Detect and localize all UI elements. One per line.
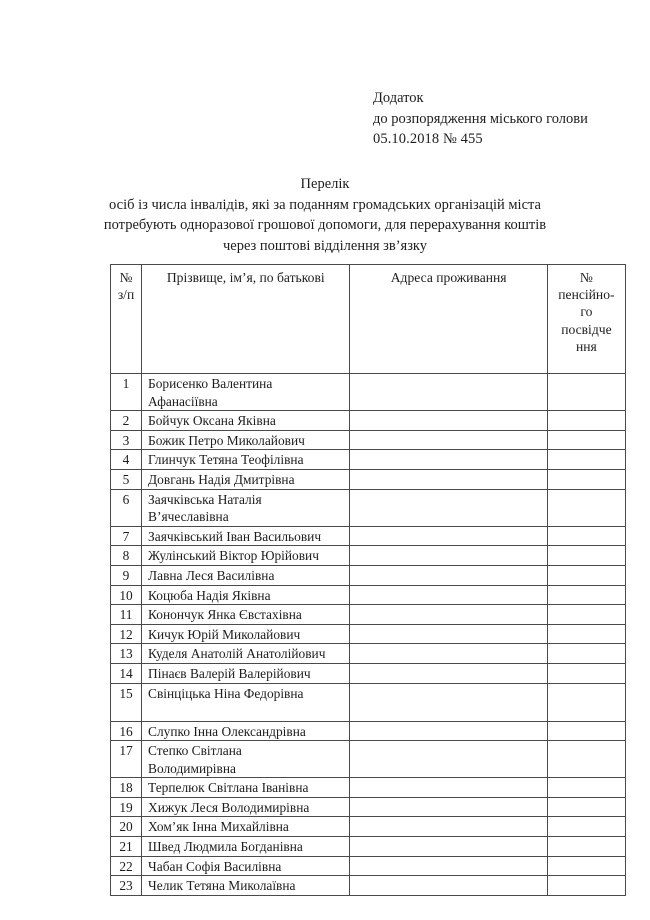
table-body: [111, 374, 626, 896]
cell-fullname-line1: Чабан Софія Василівна: [148, 858, 282, 874]
column-header-pension-certificate: [547, 265, 625, 374]
table-row: [111, 546, 626, 566]
cell-pension-certificate: [547, 430, 625, 450]
cell-row-number: 3: [111, 430, 142, 450]
cell-row-number: 8: [111, 546, 142, 566]
cell-address: [350, 876, 547, 896]
title-subline-2: потребують одноразової грошової допомоги, для перерахування коштів: [103, 217, 547, 233]
table-row: [111, 585, 626, 605]
cell-fullname: [142, 683, 350, 721]
cell-fullname: [142, 624, 350, 644]
cell-fullname: [142, 605, 350, 625]
table-row: [111, 837, 626, 857]
cell-fullname-line1: Жулінський Віктор Юрійович: [148, 548, 319, 564]
cell-fullname-line1: Пінаєв Валерій Валерійович: [148, 665, 311, 681]
cell-fullname-line1: Бойчук Оксана Яківна: [148, 413, 276, 429]
cell-address: [350, 585, 547, 605]
cell-fullname: [142, 778, 350, 798]
order-date-number-line: 05.10.2018 № 455: [373, 131, 483, 147]
cell-fullname: [142, 374, 350, 411]
cell-address: [350, 683, 547, 721]
column-header-pension-line1: №: [579, 270, 593, 285]
column-header-pension-line4: посвідче: [561, 321, 612, 337]
cell-pension-certificate: [547, 585, 625, 605]
cell-address: [350, 605, 547, 625]
column-header-number-line1: №: [119, 270, 133, 285]
cell-pension-certificate: [547, 411, 625, 431]
document-title-block: [40, 174, 610, 256]
table-row: [111, 817, 626, 837]
table-row: [111, 741, 626, 778]
cell-row-number: 5: [111, 469, 142, 489]
column-header-pension-line3: го: [580, 304, 593, 320]
table-row: [111, 778, 626, 798]
cell-fullname-line1: Довгань Надія Дмитрівна: [148, 471, 295, 487]
cell-fullname-line1: Степко Світлана: [148, 743, 242, 759]
cell-address: [350, 546, 547, 566]
cell-fullname-line1: Слупко Інна Олександрівна: [148, 723, 306, 739]
cell-fullname: [142, 876, 350, 896]
cell-pension-certificate: [547, 565, 625, 585]
table-row: [111, 374, 626, 411]
cell-address: [350, 778, 547, 798]
cell-pension-certificate: [547, 721, 625, 741]
column-header-pension-line5: ння: [576, 338, 597, 354]
registry-table-wrapper: [110, 264, 626, 896]
cell-fullname-line1: Хом’як Інна Михайлівна: [148, 819, 289, 835]
cell-address: [350, 430, 547, 450]
table-row: [111, 605, 626, 625]
cell-pension-certificate: [547, 526, 625, 546]
cell-fullname-line1: Челик Тетяна Миколаївна: [148, 878, 296, 894]
cell-address: [350, 856, 547, 876]
table-row: [111, 644, 626, 664]
cell-row-number: 21: [111, 837, 142, 857]
table-row: [111, 489, 626, 526]
cell-fullname: [142, 411, 350, 431]
cell-row-number: 19: [111, 797, 142, 817]
column-header-address: [350, 265, 547, 374]
cell-fullname-line1: Кичук Юрій Миколайович: [148, 626, 301, 642]
cell-fullname-line1: Глинчук Тетяна Теофілівна: [148, 452, 304, 468]
cell-row-number: 6: [111, 489, 142, 526]
table-row: [111, 663, 626, 683]
cell-row-number: 16: [111, 721, 142, 741]
cell-fullname-line2: Афанасіївна: [148, 393, 218, 409]
cell-fullname-line1: Борисенко Валентина: [148, 376, 273, 391]
cell-fullname-line1: Заячківська Наталія: [148, 491, 262, 507]
cell-row-number: 1: [111, 374, 142, 411]
cell-fullname: [142, 489, 350, 526]
table-row: [111, 469, 626, 489]
cell-fullname: [142, 837, 350, 857]
cell-fullname-line1: Хижук Леся Володимирівна: [148, 799, 310, 815]
table-row: [111, 721, 626, 741]
cell-row-number: 20: [111, 817, 142, 837]
column-header-fullname: [142, 265, 350, 374]
table-header-row: [111, 265, 626, 374]
cell-fullname-line1: Куделя Анатолій Анатолійович: [148, 646, 326, 662]
cell-row-number: 7: [111, 526, 142, 546]
column-header-pension-line2: пенсійно-: [558, 287, 615, 303]
appendix-label: Додаток: [373, 90, 424, 106]
column-header-number: [111, 265, 142, 374]
cell-pension-certificate: [547, 741, 625, 778]
cell-pension-certificate: [547, 644, 625, 664]
registry-table: [110, 264, 626, 896]
cell-pension-certificate: [547, 489, 625, 526]
cell-pension-certificate: [547, 817, 625, 837]
cell-fullname: [142, 546, 350, 566]
cell-fullname: [142, 430, 350, 450]
cell-row-number: 2: [111, 411, 142, 431]
cell-address: [350, 489, 547, 526]
table-header: [111, 265, 626, 374]
title-subline-3: через поштові відділення зв’язку: [222, 237, 428, 254]
table-row: [111, 430, 626, 450]
cell-pension-certificate: [547, 778, 625, 798]
cell-row-number: 11: [111, 605, 142, 625]
cell-fullname-line1: Свінціцька Ніна Федорівна: [148, 685, 304, 701]
table-row: [111, 411, 626, 431]
cell-pension-certificate: [547, 683, 625, 721]
cell-pension-certificate: [547, 374, 625, 411]
cell-fullname: [142, 450, 350, 470]
table-row: [111, 450, 626, 470]
cell-fullname: [142, 469, 350, 489]
cell-fullname-line1: Лавна Леся Василівна: [148, 567, 275, 583]
cell-fullname: [142, 663, 350, 683]
cell-address: [350, 741, 547, 778]
cell-row-number: 22: [111, 856, 142, 876]
cell-pension-certificate: [547, 450, 625, 470]
cell-pension-certificate: [547, 605, 625, 625]
cell-fullname: [142, 585, 350, 605]
cell-address: [350, 374, 547, 411]
cell-row-number: 18: [111, 778, 142, 798]
cell-fullname: [142, 644, 350, 664]
table-row: [111, 856, 626, 876]
cell-pension-certificate: [547, 624, 625, 644]
cell-fullname-line2: Володимирівна: [148, 760, 236, 776]
cell-address: [350, 624, 547, 644]
cell-row-number: 14: [111, 663, 142, 683]
table-row: [111, 565, 626, 585]
cell-fullname-line1: Конончук Янка Євстахівна: [148, 607, 302, 623]
cell-address: [350, 663, 547, 683]
cell-fullname: [142, 817, 350, 837]
cell-address: [350, 837, 547, 857]
cell-fullname-line1: Божик Петро Миколайович: [148, 432, 305, 448]
cell-fullname: [142, 797, 350, 817]
cell-pension-certificate: [547, 856, 625, 876]
cell-address: [350, 644, 547, 664]
cell-row-number: 15: [111, 683, 142, 721]
document-header-block: [373, 88, 643, 150]
cell-pension-certificate: [547, 797, 625, 817]
cell-pension-certificate: [547, 837, 625, 857]
cell-pension-certificate: [547, 876, 625, 896]
column-header-fullname-label: Прізвище, ім’я, по батькові: [166, 270, 325, 285]
cell-address: [350, 526, 547, 546]
cell-row-number: 10: [111, 585, 142, 605]
cell-address: [350, 721, 547, 741]
cell-address: [350, 565, 547, 585]
cell-row-number: 13: [111, 644, 142, 664]
cell-address: [350, 450, 547, 470]
cell-fullname-line1: Терпелюк Світлана Іванівна: [148, 780, 309, 796]
cell-fullname: [142, 565, 350, 585]
cell-fullname-line1: Швед Людмила Богданівна: [148, 839, 303, 855]
cell-pension-certificate: [547, 663, 625, 683]
cell-row-number: 23: [111, 876, 142, 896]
cell-address: [350, 817, 547, 837]
cell-address: [350, 469, 547, 489]
order-reference-line: до розпорядження міського голови: [373, 110, 588, 127]
table-row: [111, 876, 626, 896]
column-header-number-line2: з/п: [117, 287, 135, 303]
cell-fullname: [142, 721, 350, 741]
cell-row-number: 9: [111, 565, 142, 585]
table-row: [111, 624, 626, 644]
column-header-address-label: Адреса проживання: [390, 270, 507, 285]
cell-fullname-line1: Заячківський Іван Васильович: [148, 528, 322, 544]
table-row: [111, 797, 626, 817]
title-subline-1: осіб із числа інвалідів, які за поданням громадських організацій міста: [109, 196, 541, 213]
page-title: Перелік: [300, 176, 350, 192]
cell-address: [350, 797, 547, 817]
cell-row-number: 17: [111, 741, 142, 778]
cell-fullname: [142, 741, 350, 778]
cell-fullname-line1: Коцюба Надія Яківна: [148, 587, 271, 603]
cell-address: [350, 411, 547, 431]
cell-pension-certificate: [547, 469, 625, 489]
cell-pension-certificate: [547, 546, 625, 566]
cell-fullname: [142, 526, 350, 546]
table-row: [111, 526, 626, 546]
cell-fullname: [142, 856, 350, 876]
cell-row-number: 4: [111, 450, 142, 470]
cell-fullname-line2: В’ячеславівна: [148, 509, 229, 525]
cell-row-number: 12: [111, 624, 142, 644]
table-row: [111, 683, 626, 721]
